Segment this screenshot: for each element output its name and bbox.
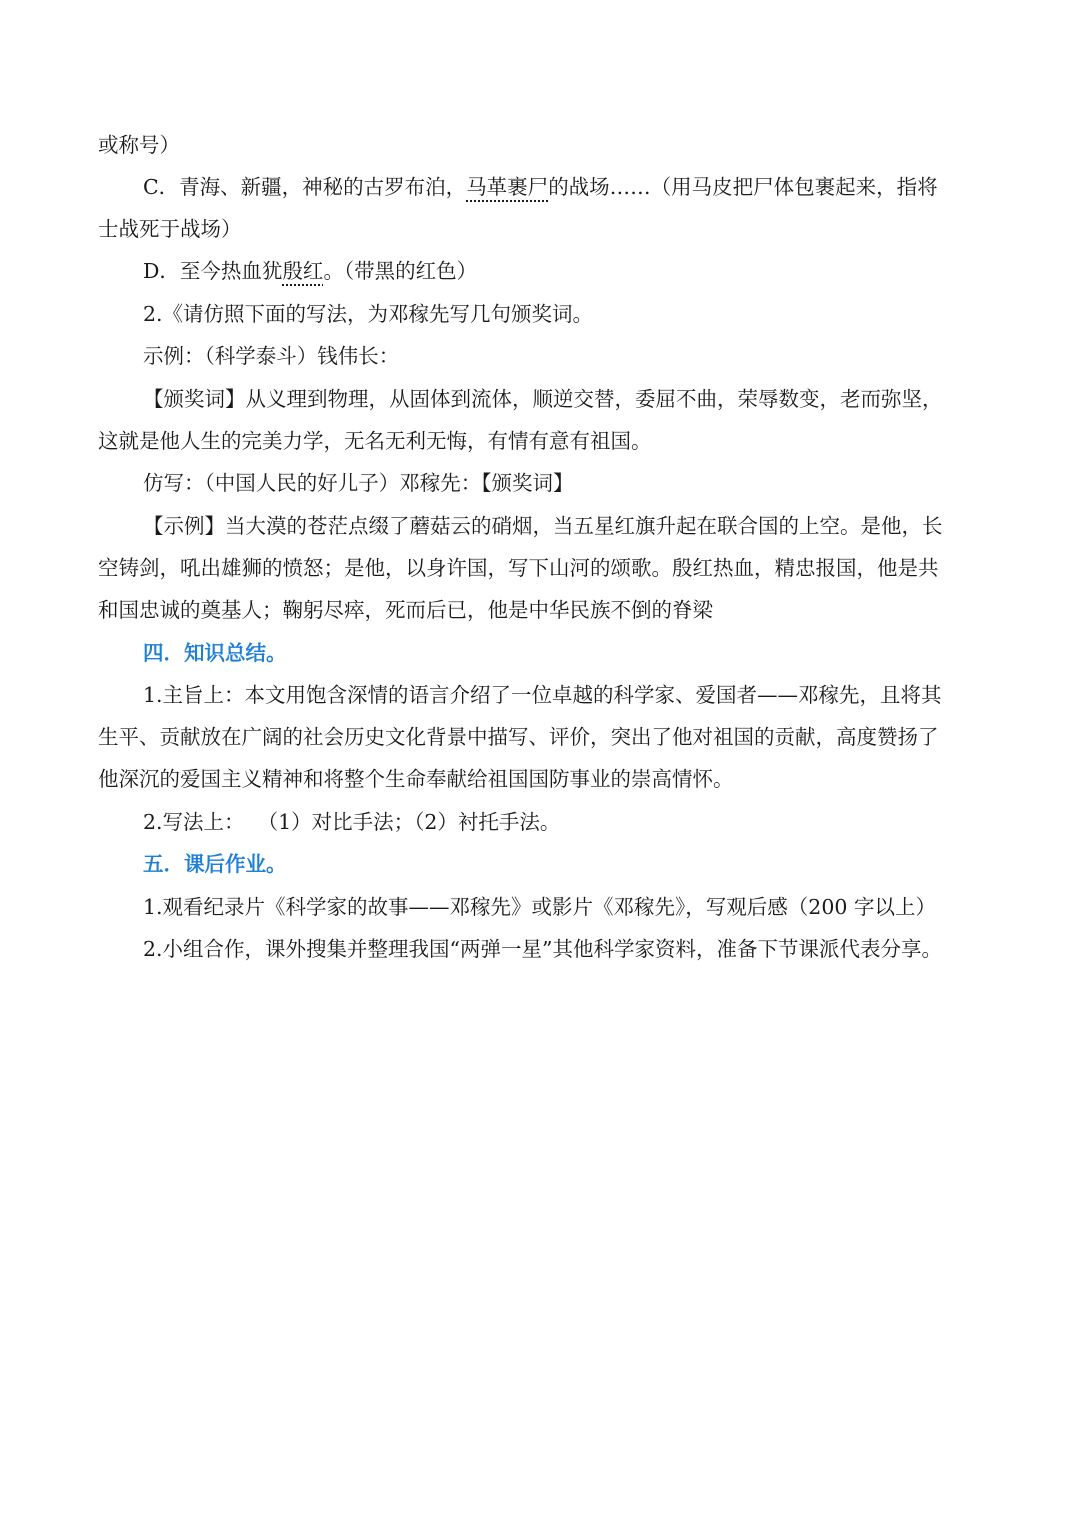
option-d-line [143, 256, 477, 286]
dotted-term: 殷红 [282, 259, 324, 283]
writing-method-line: 2.写法上： （1）对比手法；（2）衬托手法。 [143, 810, 561, 834]
paragraph-line: 士战死于战场） [98, 217, 242, 241]
summary-line: 1.主旨上：本文用饱含深情的语言介绍了一位卓越的科学家、爱国者——邓稼先，且将其 [143, 683, 942, 707]
award-speech-line: 【颁奖词】从义理到物理，从固体到流体，顺逆交替，委屈不曲，荣辱数变，老而弥坚， [143, 387, 943, 411]
dotted-term: 马革裹尸 [466, 175, 549, 199]
summary-line: 生平、贡献放在广阔的社会历史文化背景中描写、评价，突出了他对祖国的贡献，高度赞扬了 [98, 725, 939, 749]
sample-answer-line: 空铸剑，吼出雄狮的愤怒；是他，以身许国，写下山河的颂歌。殷红热血，精忠报国，他是共 [98, 556, 939, 580]
award-speech-line: 这就是他人生的完美力学，无名无利无悔，有情有意有祖国。 [98, 429, 652, 453]
section-heading-summary: 四．知识总结。 [143, 641, 287, 665]
question-line: 2.《请仿照下面的写法，为邓稼先写几句颁奖词。 [143, 302, 594, 326]
summary-line: 他深沉的爱国主义精神和将整个生命奉献给祖国国防事业的崇高情怀。 [98, 767, 734, 791]
option-c-text-start: C．青海、新疆，神秘的古罗布泊， [143, 175, 467, 199]
example-label: 示例：（科学泰斗）钱伟长： [143, 344, 400, 368]
option-c-text-end: 的战场……（用马皮把尸体包裹起来，指将 [548, 175, 938, 199]
imitation-prompt: 仿写：（中国人民的好儿子）邓稼先：【颁奖词】 [143, 471, 574, 495]
section-heading-homework: 五．课后作业。 [143, 852, 287, 876]
option-d-text-start: D．至今热血犹 [143, 259, 283, 283]
option-d-text-end: 。（带黑的红色） [323, 259, 478, 283]
homework-item: 1.观看纪录片《科学家的故事——邓稼先》或影片《邓稼先》，写观后感（200 字以上） [143, 895, 936, 919]
sample-answer-line: 【示例】当大漠的苍茫点缀了蘑菇云的硝烟，当五星红旗升起在联合国的上空。是他，长 [143, 514, 943, 538]
option-c-line [143, 172, 938, 202]
paragraph-line: 或称号） [98, 133, 180, 157]
homework-item: 2.小组合作，课外搜集并整理我国“两弹一星”其他科学家资料，准备下节课派代表分享。 [143, 937, 943, 961]
sample-answer-line: 和国忠诚的奠基人；鞠躬尽瘁，死而后已，他是中华民族不倒的脊梁 [98, 598, 713, 622]
